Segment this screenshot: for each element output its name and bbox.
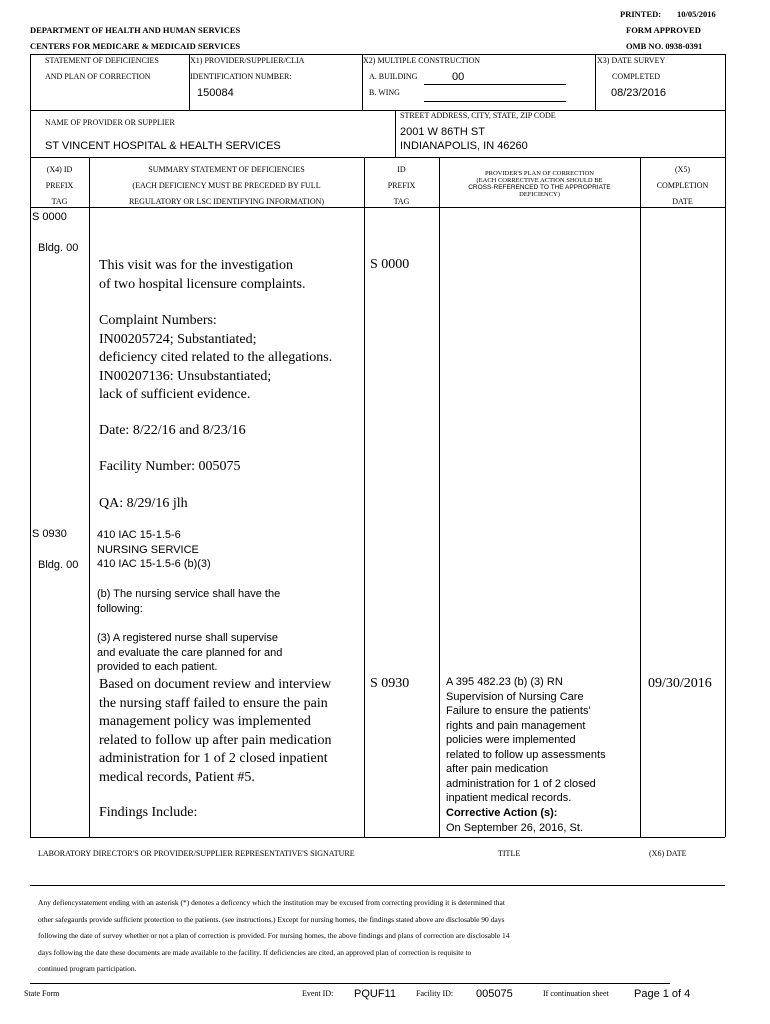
summary-subheading-2: REGULATORY OR LSC IDENTIFYING INFORMATION): [128, 197, 325, 206]
survey-date-value: 08/23/2016: [611, 87, 667, 99]
regulation-3: (3) A registered nurse shall supervise and evaluate the care planned for and provided to each patient.: [97, 632, 283, 673]
provider-id-value: 150084: [197, 87, 234, 99]
facility-id-value: 005075: [476, 988, 513, 1000]
id-prefix-label: PREFIX: [387, 181, 416, 190]
form-approved: FORM APPROVED: [626, 25, 701, 35]
plan-subheading-3: DEFICIENCY): [519, 191, 560, 198]
regulation-b: (b) The nursing service shall have the following:: [97, 588, 281, 615]
title-label: TITLE: [498, 849, 521, 858]
x1-label: X1) PROVIDER/SUPPLIER/CLIA: [190, 56, 305, 65]
identification-label: IDENTIFICATION NUMBER:: [190, 72, 292, 81]
wing-label: B. WING: [369, 88, 400, 97]
printed-date: 10/05/2016: [677, 9, 716, 19]
address-label: STREET ADDRESS, CITY, STATE, ZIP CODE: [400, 111, 556, 120]
x4-prefix-label: PREFIX: [45, 181, 74, 190]
facility-id-label: Facility ID:: [416, 989, 454, 998]
event-id-label: Event ID:: [302, 989, 334, 998]
id-prefix-tag-1: S 0000: [370, 257, 410, 272]
address-line-1: 2001 W 86TH ST: [400, 126, 485, 138]
plan-of-correction-text: A 395 482.23 (b) (3) RN Supervision of Nursing Care Failure to ensure the patients' rights and pain management policies were implemented related to follow up assessments after pain medication administration for 1 of 2 closed inpatient medical records.: [446, 676, 606, 804]
id-prefix-tag-2: S 0930: [370, 676, 410, 691]
regulation-reference: 410 IAC 15-1.5-6 NURSING SERVICE 410 IAC 15-1.5-6 (b)(3): [97, 529, 211, 570]
complaint-numbers: Complaint Numbers: IN00205724; Substantiated; deficiency cited related to the allegations. IN00207136: Unsubstantiated; lack of sufficient evidence.: [99, 313, 333, 402]
provider-name-value: ST VINCENT HOSPITAL & HEALTH SERVICES: [45, 140, 281, 152]
x5-label: (X5): [674, 165, 691, 174]
date-label: DATE: [672, 197, 693, 206]
x6-date-label: (X6) DATE: [649, 849, 687, 858]
signature-label: LABORATORY DIRECTOR'S OR PROVIDER/SUPPLIER REPRESENTATIVE'S SIGNATURE: [38, 849, 355, 858]
completed-label: COMPLETED: [612, 72, 660, 81]
visit-description: This visit was for the investigation of two hospital licensure complaints.: [99, 258, 306, 292]
plan-heading: PROVIDER'S PLAN OF CORRECTION: [485, 170, 594, 177]
building-label: A. BUILDING: [369, 72, 418, 81]
plan-label: AND PLAN OF CORRECTION: [45, 72, 151, 81]
facility-number: Facility Number: 005075: [99, 459, 241, 474]
plan-continued: On September 26, 2016, St.: [446, 822, 583, 834]
completion-label: COMPLETION: [656, 181, 709, 190]
continuation-label: If continuation sheet: [543, 989, 609, 998]
omb-number: OMB NO. 0938-0391: [626, 41, 703, 51]
corrective-action-label: Corrective Action (s):: [446, 807, 558, 819]
statement-label: STATEMENT OF DEFICIENCIES: [45, 56, 159, 65]
id-label: ID: [397, 165, 406, 174]
x4-tag-label: TAG: [51, 197, 68, 206]
notice-line-2: other safegaurds provide sufficient protection to the patients. (see instructions.) Except for nursing homes, the findings stated above are disclosable 90 days: [38, 914, 505, 924]
page-number: Page 1 of 4: [634, 988, 691, 1000]
state-form-label: State Form: [24, 989, 60, 998]
notice-line-3: following the date of survey whether or not a plan of correction is provided. For nursing homes, the above findings and plans of correction are disclosable 14: [38, 931, 510, 940]
provider-name-label: NAME OF PROVIDER OR SUPPLIER: [45, 118, 175, 127]
x2-label: X2) MULTIPLE CONSTRUCTION: [363, 56, 481, 65]
prefix-tag-2: S 0930: [32, 528, 67, 540]
disclosure-notice: [38, 895, 510, 978]
building-value: 00: [452, 71, 465, 83]
address-line-2: INDIANAPOLIS, IN 46260: [400, 140, 528, 152]
plan-subheading-1: (EACH CORRECTIVE ACTION SHOULD BE: [476, 177, 603, 184]
building-tag-2: Bldg. 00: [38, 559, 79, 571]
event-id-value: PQUF11: [354, 988, 396, 1000]
building-tag-1: Bldg. 00: [38, 242, 79, 254]
summary-heading: SUMMARY STATEMENT OF DEFICIENCIES: [148, 165, 305, 174]
summary-subheading: (EACH DEFICIENCY MUST BE PRECEDED BY FULL: [132, 181, 321, 190]
x4-label: (X4) ID: [46, 165, 73, 174]
finding-statement: Based on document review and interview the nursing staff failed to ensure the pain management policy was implemented related to follow up after pain medication administration for 1 of 2 closed inpatient medical records, Patient #5.: [99, 677, 332, 785]
printed-label: PRINTED:: [620, 9, 662, 19]
qa-line: QA: 8/29/16 jlh: [99, 496, 188, 511]
prefix-tag-1: S 0000: [32, 211, 67, 223]
id-tag-label: TAG: [393, 197, 410, 206]
department-title: DEPARTMENT OF HEALTH AND HUMAN SERVICES: [30, 25, 241, 35]
findings-include: Findings Include:: [99, 805, 198, 820]
completion-date: 09/30/2016: [648, 676, 712, 691]
survey-dates: Date: 8/22/16 and 8/23/16: [99, 423, 246, 438]
notice-line-4: days following the date these documents are made available to the facility. If deficiencies are cited, an approved plan of correction is requisite to: [38, 947, 472, 957]
plan-subheading-2: CROSS-REFERENCED TO THE APPROPRIATE: [468, 184, 611, 191]
centers-title: CENTERS FOR MEDICARE & MEDICAID SERVICES: [30, 41, 241, 51]
x3-label: X3) DATE SURVEY: [597, 56, 666, 65]
notice-line-5: continued program participation.: [38, 964, 137, 973]
notice-line-1: Any defiencystatement ending with an asterisk (*) denotes a deficency which the institution may be excused from correcting providing it is determined that: [38, 898, 505, 907]
